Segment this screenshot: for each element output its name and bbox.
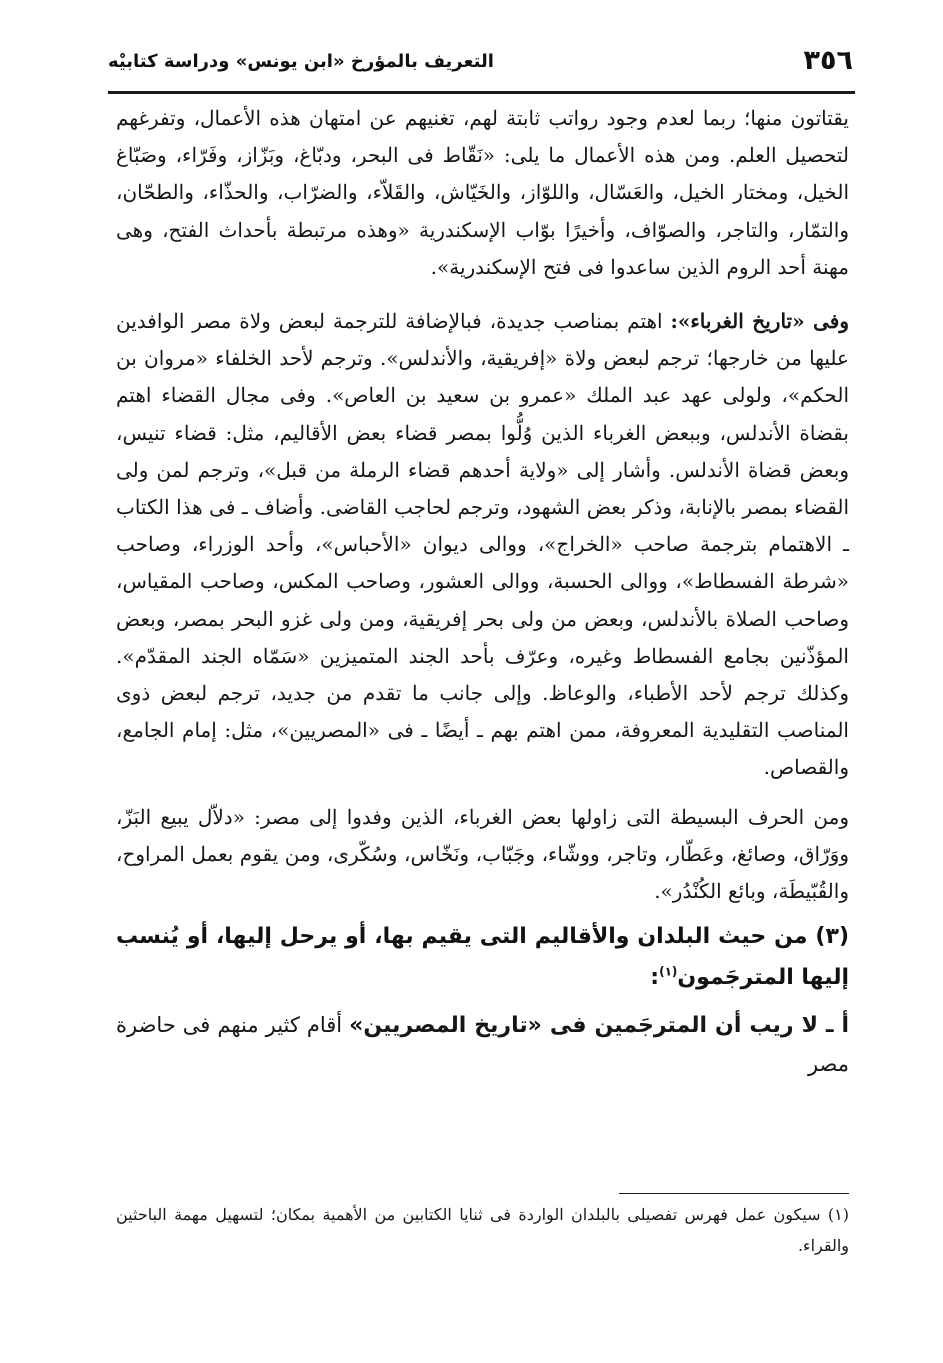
running-title: التعريف بالمؤرخ «ابن يونس» ودراسة كتابيْه	[108, 51, 494, 72]
section-heading-colon: :	[650, 965, 660, 991]
main-text	[116, 100, 849, 1083]
subsection-a-text: أقام كثير منهم فى حاضرة مصر	[116, 1013, 849, 1077]
page-number: ٣٥٦	[803, 45, 853, 76]
footnote: (١) سيكون عمل فهرس تفصيلى بالبلدان الواردة فى ثنايا الكتابين من الأهمية بمكان؛ لتسهيل مهمة الباحثين والقراء.	[116, 1205, 849, 1255]
subsection-a	[116, 1006, 849, 1083]
paragraph-body: اهتم بمناصب جديدة، فبالإضافة للترجمة لبعض ولاة مصر الوافدين عليها من خارجها؛ ترجم لبعض ولاة «إفريقية، والأندلس». وترجم لأحد الخلفاء «مروان بن الحكم»، ولولى عهد عبد الملك «عمرو بن سعيد بن العاص». وفى مجال القضاء اهتم بقضاة الأندلس، وببعض الغرباء الذين وُلُّوا بمصر قضاء بعض الأقاليم، مثل: قضاء تنيس، وبعض قضاة الأندلس. وأشار إلى «ولاية أحدهم قضاء الرملة من قبل»، وترجم لمن ولى القضاء بمصر بالإنابة، وذكر بعض الشهود، وترجم لحاجب القاضى. وأضاف ـ فى هذا الكتاب ـ الاهتمام بترجمة صاحب «الخراج»، ووالى ديوان «الأحباس»، وأحد الوزراء، وصاحب «شرطة الفسطاط»، ووالى الحسبة، ووالى العشور، وصاحب المكس، وصاحب المقياس، وصاحب الصلاة بالأندلس، وبعض من ولى بحر إفريقية، ومن ولى غزو البحر بمصر، وبعض المؤذّنين بجامع الفسطاط وغيره، وعرّف بأحد الجند المتميزين «سَمّاه الجند المقدّم». وكذلك ترجم لأحد الأطباء، والوعاظ. وإلى جانب ما تقدم من جديد، ترجم لبعض ذوى المناصب التقليدية المعروفة، ممن اهتم بهم ـ أيضًا ـ فى «المصريين»، مثل: إمام الجامع، والقصاص.	[116, 309, 849, 780]
footnote-divider	[619, 1193, 849, 1194]
section-heading-text: (٣) من حيث البلدان والأقاليم التى يقيم بها، أو يرحل إليها، أو يُنسب إليها المترجَمون	[116, 924, 849, 991]
paragraph-occupations: يقتاتون منها؛ ربما لعدم وجود رواتب ثابتة لهم، تغنيهم عن امتهان هذه الأعمال، وتفرغهم لتحصيل العلم. ومن هذه الأعمال ما يلى: «نَقّاط فى البحر، ودبّاغ، وبَزّاز، وفَرّاء، وصَبّاغ الخيل، ومختار الخيل، والعَسّال، واللوّاز، والخَيّاش، والقَلاّء، والضرّاب، والحذّاء، والطحّان، والتمّار، والتاجر، والصوّاف، وأخيرًا بوّاب الإسكندرية «وهذه مرتبطة بأحداث الفتح، وهى مهنة أحد الروم الذين ساعدوا فى فتح الإسكندرية».	[116, 106, 849, 279]
section-heading	[116, 916, 849, 998]
header-divider	[108, 91, 855, 94]
paragraph-tarikh-alghuraba	[116, 303, 849, 787]
page-header	[108, 44, 853, 94]
paragraph-lead-title: وفى «تاريخ الغرباء»:	[670, 309, 849, 334]
subsection-a-lead: أ ـ لا ريب أن المترجَمين فى «تاريخ المصريين»	[349, 1013, 849, 1039]
footnote-reference: (١)	[659, 964, 678, 979]
paragraph-crafts: ومن الحرف البسيطة التى زاولها بعض الغرباء، الذين وفدوا إلى مصر: «دلاّل يبيع البَزّ، ووَرّاق، وصائغ، وعَطّار، وتاجر، ووشّاء، وجَبّاب، ونَخّاس، وسُكّرى، ومن يقوم بعمل المراوح، والقُبّيطَة، وبائع الكُنْدُر».	[116, 804, 849, 904]
